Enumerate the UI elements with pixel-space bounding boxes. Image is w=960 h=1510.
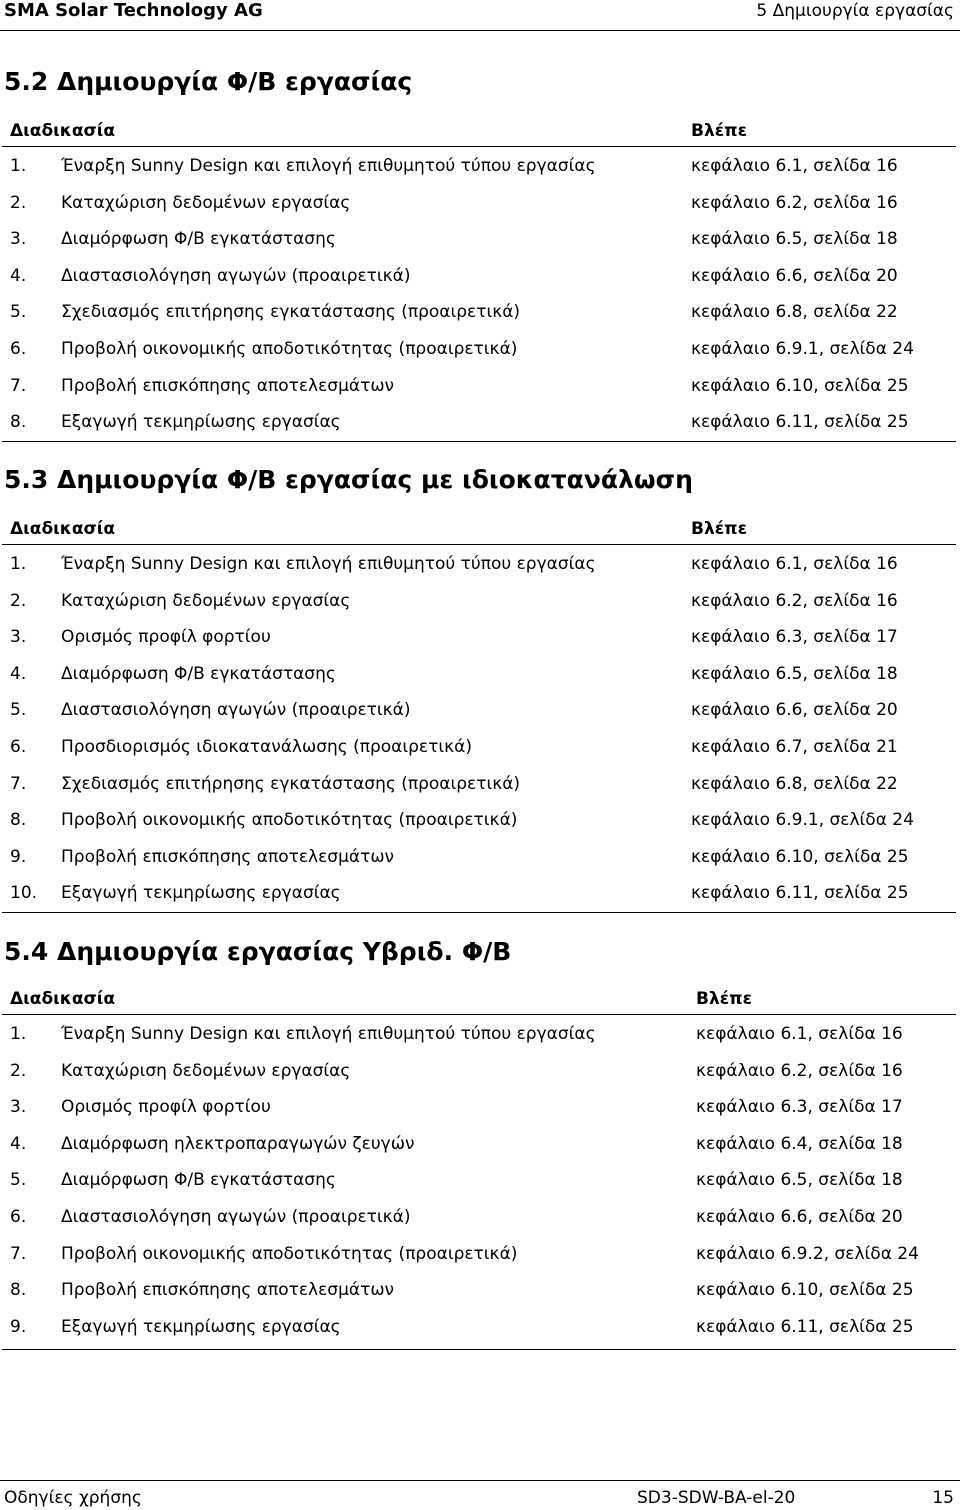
table-row [0, 838, 960, 875]
step-number: 1. [10, 156, 27, 176]
section-5-2 [0, 66, 960, 446]
step-reference: κεφάλαιο 6.2, σελίδα 16 [696, 1060, 903, 1081]
step-text: Έναρξη Sunny Design και επιλογή επιθυμητού τύπου εργασίας [61, 156, 596, 176]
step-reference: κεφάλαιο 6.11, σελίδα 25 [691, 883, 909, 904]
step-text: Εξαγωγή τεκμηρίωσης εργασίας [61, 883, 341, 904]
step-text: Προβολή επισκόπησης αποτελεσμάτων [61, 375, 395, 396]
step-reference: κεφάλαιο 6.9.1, σελίδα 24 [691, 338, 914, 359]
step-number: 5. [10, 1170, 27, 1191]
step-text: Διαμόρφωση Φ/Β εγκατάστασης [61, 1170, 336, 1191]
step-text: Καταχώριση δεδομένων εργασίας [61, 590, 351, 611]
section-title: 5.4 Δημιουργία εργασίας Υβριδ. Φ/Β [4, 937, 512, 966]
footer-divider [0, 1480, 960, 1481]
step-text: Διαμόρφωση ηλεκτροπαραγωγών ζευγών [61, 1133, 415, 1154]
step-reference: κεφάλαιο 6.5, σελίδα 18 [691, 663, 898, 684]
step-text: Καταχώριση δεδομένων εργασίας [61, 192, 351, 213]
table-row [0, 728, 960, 765]
step-number: 7. [10, 375, 27, 396]
step-reference: κεφάλαιο 6.8, σελίδα 22 [691, 302, 898, 323]
table-row [0, 545, 960, 582]
column-header-procedure: Διαδικασία [10, 121, 116, 141]
step-number: 3. [10, 627, 27, 648]
section-title: 5.3 Δημιουργία Φ/Β εργασίας με ιδιοκατανάλωση [4, 465, 693, 494]
step-reference: κεφάλαιο 6.8, σελίδα 22 [691, 773, 898, 794]
table-row [0, 1161, 960, 1198]
step-reference: κεφάλαιο 6.11, σελίδα 25 [691, 412, 909, 433]
column-header-see: Βλέπε [691, 121, 748, 141]
table-end-divider [2, 1349, 956, 1350]
step-reference: κεφάλαιο 6.1, σελίδα 16 [691, 554, 898, 574]
step-reference: κεφάλαιο 6.10, σελίδα 25 [691, 375, 909, 396]
step-text: Ορισμός προφίλ φορτίου [61, 627, 271, 648]
step-number: 8. [10, 810, 27, 831]
step-number: 4. [10, 265, 27, 286]
step-number: 6. [10, 736, 27, 757]
table-row [0, 618, 960, 655]
step-text: Προσδιορισμός ιδιοκατανάλωσης (προαιρετικά) [61, 736, 472, 757]
table-end-divider [2, 912, 956, 913]
step-text: Σχεδιασμός επιτήρησης εγκατάστασης (προαιρετικά) [61, 773, 521, 794]
table-row [0, 220, 960, 257]
step-reference: κεφάλαιο 6.7, σελίδα 21 [691, 736, 898, 757]
step-reference: κεφάλαιο 6.1, σελίδα 16 [696, 1024, 903, 1044]
page-header [0, 0, 960, 34]
step-text: Έναρξη Sunny Design και επιλογή επιθυμητού τύπου εργασίας [61, 554, 596, 574]
column-header-procedure: Διαδικασία [10, 989, 116, 1009]
step-number: 9. [10, 846, 27, 867]
table-row [0, 1088, 960, 1125]
step-number: 2. [10, 1060, 27, 1081]
table-row [0, 1198, 960, 1235]
table-row [0, 874, 960, 911]
step-number: 6. [10, 338, 27, 359]
table-row [0, 293, 960, 330]
step-number: 8. [10, 412, 27, 433]
step-reference: κεφάλαιο 6.2, σελίδα 16 [691, 590, 898, 611]
column-header-procedure: Διαδικασία [10, 519, 116, 539]
table-row [0, 655, 960, 692]
column-header-see: Βλέπε [691, 519, 748, 539]
table-row [0, 691, 960, 728]
section-5-3 [0, 464, 960, 920]
table-row [0, 582, 960, 619]
header-divider [0, 30, 960, 31]
table-row [0, 1235, 960, 1272]
table-row [0, 403, 960, 440]
table-row [0, 330, 960, 367]
table-row [0, 147, 960, 184]
step-reference: κεφάλαιο 6.10, σελίδα 25 [691, 846, 909, 867]
table-row [0, 1308, 960, 1345]
step-reference: κεφάλαιο 6.10, σελίδα 25 [696, 1280, 914, 1301]
step-reference: κεφάλαιο 6.1, σελίδα 16 [691, 156, 898, 176]
step-reference: κεφάλαιο 6.4, σελίδα 18 [696, 1133, 903, 1154]
footer-page-number: 15 [932, 1488, 954, 1508]
footer-document-code: SD3-SDW-BA-el-20 [637, 1488, 796, 1508]
step-number: 5. [10, 302, 27, 323]
step-number: 4. [10, 663, 27, 684]
step-reference: κεφάλαιο 6.9.1, σελίδα 24 [691, 810, 914, 831]
step-reference: κεφάλαιο 6.6, σελίδα 20 [696, 1206, 903, 1227]
step-number: 10. [10, 883, 38, 904]
step-number: 8. [10, 1280, 27, 1301]
procedure-table [0, 1015, 960, 1344]
procedure-table [0, 147, 960, 440]
step-number: 2. [10, 590, 27, 611]
table-row [0, 1052, 960, 1089]
step-text: Ορισμός προφίλ φορτίου [61, 1097, 271, 1118]
step-number: 9. [10, 1316, 27, 1337]
step-text: Εξαγωγή τεκμηρίωσης εργασίας [61, 1316, 341, 1337]
step-reference: κεφάλαιο 6.2, σελίδα 16 [691, 192, 898, 213]
step-number: 6. [10, 1206, 27, 1227]
step-text: Προβολή επισκόπησης αποτελεσμάτων [61, 846, 395, 867]
step-text: Προβολή οικονομικής αποδοτικότητας (προαιρετικά) [61, 338, 518, 359]
footer-document-type: Οδηγίες χρήσης [4, 1488, 142, 1508]
step-number: 5. [10, 700, 27, 721]
step-text: Εξαγωγή τεκμηρίωσης εργασίας [61, 412, 341, 433]
table-row [0, 257, 960, 294]
step-reference: κεφάλαιο 6.5, σελίδα 18 [696, 1170, 903, 1191]
section-title: 5.2 Δημιουργία Φ/Β εργασίας [4, 67, 413, 96]
step-number: 3. [10, 229, 27, 250]
procedure-table [0, 545, 960, 911]
step-reference: κεφάλαιο 6.9.2, σελίδα 24 [696, 1243, 919, 1264]
step-number: 7. [10, 1243, 27, 1264]
table-row [0, 1271, 960, 1308]
header-chapter: 5 Δημιουργία εργασίας [756, 1, 954, 21]
step-reference: κεφάλαιο 6.5, σελίδα 18 [691, 229, 898, 250]
section-5-4 [0, 936, 960, 1356]
step-reference: κεφάλαιο 6.6, σελίδα 20 [691, 700, 898, 721]
table-row [0, 367, 960, 404]
page-footer [0, 1480, 960, 1510]
step-text: Διαστασιολόγηση αγωγών (προαιρετικά) [61, 1206, 411, 1227]
step-text: Προβολή οικονομικής αποδοτικότητας (προαιρετικά) [61, 1243, 518, 1264]
step-number: 3. [10, 1097, 27, 1118]
step-number: 7. [10, 773, 27, 794]
table-row [0, 1015, 960, 1052]
step-number: 1. [10, 554, 27, 574]
step-text: Σχεδιασμός επιτήρησης εγκατάστασης (προαιρετικά) [61, 302, 521, 323]
step-number: 1. [10, 1024, 27, 1044]
step-text: Προβολή οικονομικής αποδοτικότητας (προαιρετικά) [61, 810, 518, 831]
step-text: Καταχώριση δεδομένων εργασίας [61, 1060, 351, 1081]
table-row [0, 801, 960, 838]
step-text: Διαστασιολόγηση αγωγών (προαιρετικά) [61, 700, 411, 721]
step-text: Διαμόρφωση Φ/Β εγκατάστασης [61, 663, 336, 684]
step-text: Έναρξη Sunny Design και επιλογή επιθυμητού τύπου εργασίας [61, 1024, 596, 1044]
step-number: 2. [10, 192, 27, 213]
table-row [0, 1125, 960, 1162]
header-company: SMA Solar Technology AG [4, 0, 263, 21]
step-number: 4. [10, 1133, 27, 1154]
step-reference: κεφάλαιο 6.6, σελίδα 20 [691, 265, 898, 286]
step-text: Διαστασιολόγηση αγωγών (προαιρετικά) [61, 265, 411, 286]
step-text: Διαμόρφωση Φ/Β εγκατάστασης [61, 229, 336, 250]
step-reference: κεφάλαιο 6.11, σελίδα 25 [696, 1316, 914, 1337]
step-text: Προβολή επισκόπησης αποτελεσμάτων [61, 1280, 395, 1301]
step-reference: κεφάλαιο 6.3, σελίδα 17 [696, 1097, 903, 1118]
column-header-see: Βλέπε [696, 989, 753, 1009]
table-row [0, 765, 960, 802]
table-end-divider [2, 441, 956, 442]
step-reference: κεφάλαιο 6.3, σελίδα 17 [691, 627, 898, 648]
table-row [0, 184, 960, 221]
